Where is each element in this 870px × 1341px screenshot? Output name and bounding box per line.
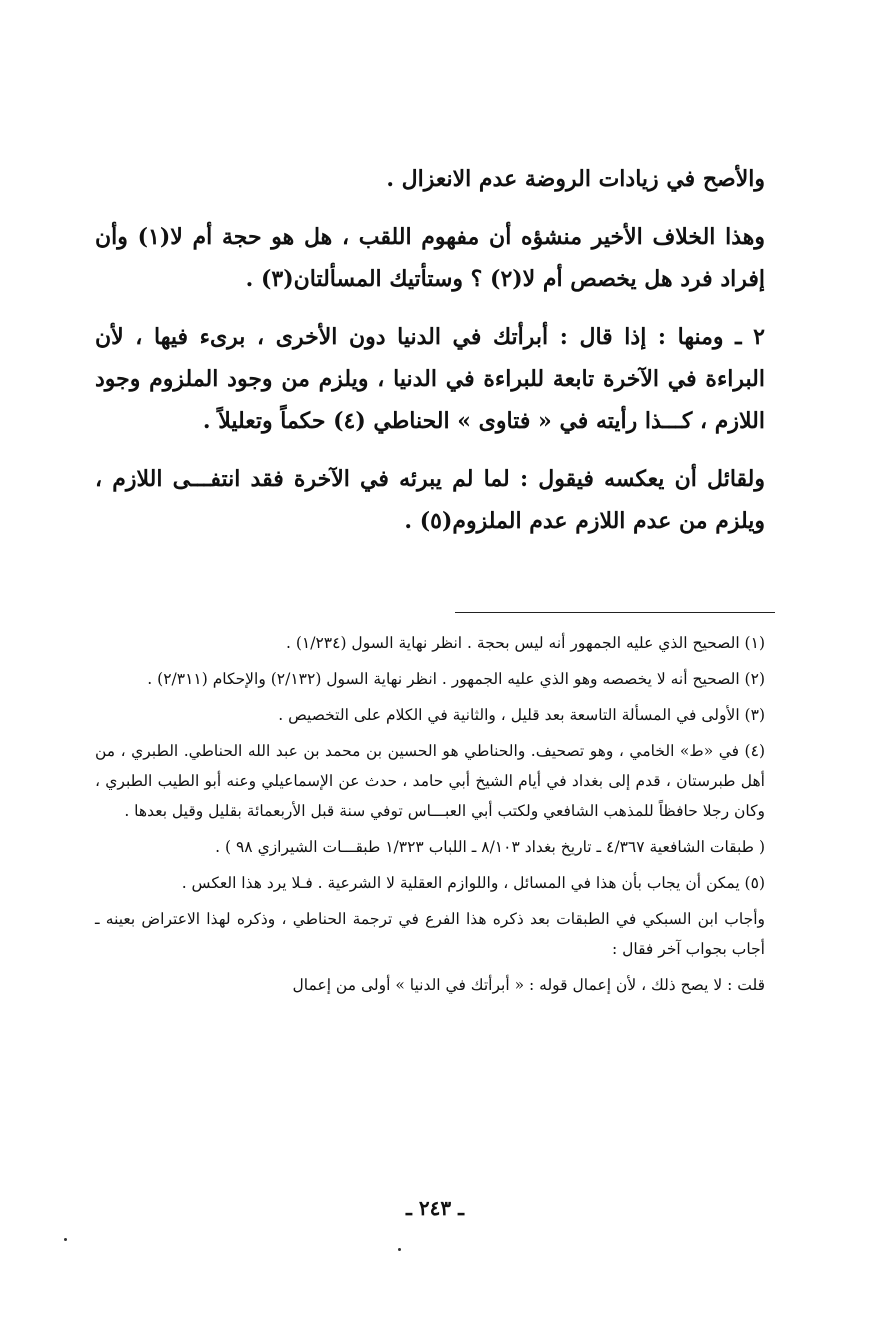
- paragraph-3: ٢ ـ ومنها : إذا قال : أبرأتك في الدنيا دون الأخرى ، برىء فيها ، لأن البراءة في الآخرة تابعة للبراءة في الدنيا ، ويلزم من وجود الملزوم وجود اللازم ، كـــذا رأيته في « فتاوى » الحناطي (٤) حكماً وتعليلاً .: [95, 324, 765, 434]
- main-text: [95, 158, 765, 558]
- paragraph-4: ولقائل أن يعكسه فيقول : لما لم يبرئه في الآخرة فقد انتفـــى اللازم ، ويلزم من عدم اللازم عدم الملزوم(٥) .: [95, 466, 765, 534]
- footnotes: [95, 628, 765, 1006]
- footnote-3: (٣) الأولى في المسألة التاسعة بعد قليل ، والثانية في الكلام على التخصيص .: [278, 706, 765, 724]
- page-number: ـ ٢٤٣ ـ: [406, 1196, 464, 1220]
- footnote-1: (١) الصحيح الذي عليه الجمهور أنه ليس بحجة . انظر نهاية السول (١/٢٣٤) .: [286, 634, 765, 652]
- footnote-5: (٥) يمكن أن يجاب بأن هذا في المسائل ، واللوازم العقلية لا الشرعية . فـلا يرد هذا العكس .: [181, 874, 765, 892]
- scan-speck: [64, 1238, 67, 1241]
- scan-speck: [398, 1248, 401, 1251]
- footnote-separator: [455, 612, 775, 613]
- footnote-4-sources: ( طبقات الشافعية ٤/٣٦٧ ـ تاريخ بغداد ٨/١٠٣ ـ اللباب ١/٣٢٣ طبقـــات الشيرازي ٩٨ ) .: [215, 838, 765, 856]
- footnote-5-continued: وأجاب ابن السبكي في الطبقات بعد ذكره هذا الفرع في ترجمة الحناطي ، وذكره لهذا الاعتراض بعينه ـ أجاب بجواب آخر فقال :: [95, 910, 765, 958]
- paragraph-1: والأصح في زيادات الروضة عدم الانعزال .: [386, 166, 765, 192]
- paragraph-2: وهذا الخلاف الأخير منشؤه أن مفهوم اللقب ، هل هو حجة أم لا(١) وأن إفراد فرد هل يخصص أم لا(٢) ؟ وستأتيك المسألتان(٣) .: [95, 224, 765, 292]
- footnote-2: (٢) الصحيح أنه لا يخصصه وهو الذي عليه الجمهور . انظر نهاية السول (٢/١٣٢) والإحكام (٢/٣١١) .: [147, 670, 765, 688]
- footnote-4: (٤) في «ط» الخامي ، وهو تصحيف. والحناطي هو الحسين بن محمد بن عبد الله الحناطي. الطبري ، من أهل طبرستان ، قدم إلى بغداد في أيام الشيخ أبي حامد ، حدث عن الإسماعيلي وعنه أبو الطيب الطبري ، وكان رجلا حافظاً للمذهب الشافعي ولكتب أبي العبـــاس توفي سنة قبل الأربعمائة بقليل وقيل بعدها .: [95, 742, 765, 820]
- footnote-5-quote: قلت : لا يصح ذلك ، لأن إعمال قوله : « أبرأتك في الدنيا » أولى من إعمال: [292, 976, 765, 994]
